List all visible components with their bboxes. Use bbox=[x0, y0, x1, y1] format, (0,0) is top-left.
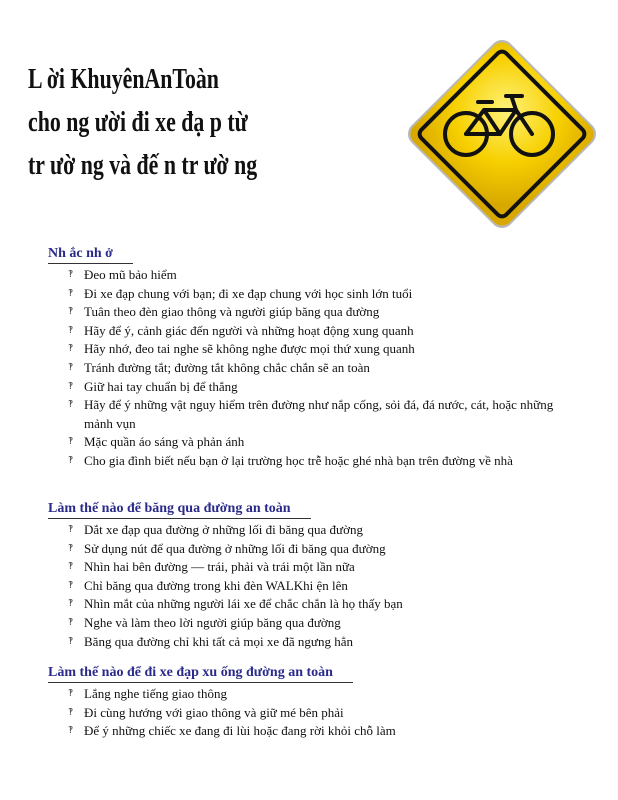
bullet-icon: ‽ bbox=[68, 598, 74, 610]
list-item: ‽ Cho gia đình biết nếu bạn ở lại trường học trễ hoặc ghé nhà bạn trên đường về nhà bbox=[68, 452, 568, 471]
list-item: ‽ Nghe và làm theo lời người giúp băng qua đường bbox=[68, 614, 568, 633]
bullet-icon: ‽ bbox=[68, 269, 74, 280]
bullet-icon: ‽ bbox=[68, 706, 74, 718]
list-item: ‽ Nhìn mắt của những người lái xe để chắc chắn là họ thấy bạn bbox=[68, 595, 568, 614]
bullet-icon: ‽ bbox=[68, 635, 74, 647]
bullet-icon: ‽ bbox=[68, 436, 74, 448]
list-item: ‽ Để ý những chiếc xe đang đi lùi hoặc đang rời khỏi chỗ làm bbox=[68, 722, 568, 741]
section-heading: Làm thế nào để đi xe đạp xu ống đường an toàn bbox=[48, 664, 353, 683]
list-item: ‽ Giữ hai tay chuẩn bị để thắng bbox=[68, 378, 568, 397]
crossing-list bbox=[48, 521, 568, 651]
bullet-icon: ‽ bbox=[68, 542, 74, 554]
title-line-3: tr ườ ng và đế n tr ườ ng bbox=[28, 150, 258, 181]
bullet-icon: ‽ bbox=[68, 616, 74, 628]
section-crossing bbox=[48, 499, 568, 651]
riding-list bbox=[48, 685, 568, 741]
section-heading: Làm thế nào để băng qua đường an toàn bbox=[48, 500, 311, 519]
bullet-icon: ‽ bbox=[68, 561, 74, 573]
bullet-icon: ‽ bbox=[68, 287, 74, 299]
title-line-1: L ời KhuyênAnToàn bbox=[28, 64, 219, 95]
list-item: ‽ Hãy để ý, cảnh giác đến người và những hoạt động xung quanh bbox=[68, 322, 568, 341]
bullet-icon: ‽ bbox=[68, 380, 74, 392]
list-item: ‽ Đi cùng hướng với giao thông và giữ mé bên phải bbox=[68, 704, 568, 723]
section-riding bbox=[48, 663, 568, 741]
bullet-icon: ‽ bbox=[68, 343, 74, 355]
bullet-icon: ‽ bbox=[68, 324, 74, 336]
bullet-icon: ‽ bbox=[68, 725, 74, 737]
list-item: ‽ Đeo mũ bảo hiểm bbox=[68, 266, 568, 285]
page-title bbox=[28, 58, 395, 187]
list-item: ‽ Lắng nghe tiếng giao thông bbox=[68, 685, 568, 704]
list-item: ‽ Tuân theo đèn giao thông và người giúp băng qua đường bbox=[68, 303, 568, 322]
reminder-list bbox=[48, 266, 568, 471]
bullet-icon: ‽ bbox=[68, 579, 74, 591]
list-item: ‽ Mặc quần áo sáng và phản ánh bbox=[68, 433, 568, 452]
list-item: ‽ Đi xe đạp chung với bạn; đi xe đạp chung với học sinh lớn tuổi bbox=[68, 285, 568, 304]
section-reminders bbox=[48, 244, 568, 471]
list-item: ‽ Chỉ băng qua đường trong khi đèn WALKhi ện lên bbox=[68, 577, 568, 596]
list-item: ‽ Băng qua đường chỉ khi tất cả mọi xe đã ngưng hẳn bbox=[68, 633, 568, 652]
section-heading: Nh ắc nh ở bbox=[48, 245, 133, 264]
title-line-2: cho ng ười đi xe đạ p từ bbox=[28, 107, 248, 138]
bullet-icon: ‽ bbox=[68, 306, 74, 318]
list-item: ‽ Hãy để ý những vật nguy hiểm trên đường như nắp cống, sỏi đá, đá nước, cát, hoặc những mảnh vụn bbox=[68, 397, 554, 431]
list-item: ‽ Dắt xe đạp qua đường ở những lối đi băng qua đường bbox=[68, 521, 568, 540]
list-item: ‽ Nhìn hai bên đường — trái, phải và trái một lần nữa bbox=[68, 558, 568, 577]
list-item: ‽ Tránh đường tắt; đường tắt không chắc chắn sẽ an toàn bbox=[68, 359, 568, 378]
bullet-icon: ‽ bbox=[68, 688, 74, 699]
bullet-icon: ‽ bbox=[68, 454, 74, 466]
list-item: ‽ Sử dụng nút để qua đường ở những lối đi băng qua đường bbox=[68, 540, 568, 559]
bullet-icon: ‽ bbox=[68, 399, 74, 411]
list-item: ‽ Hãy nhớ, đeo tai nghe sẽ không nghe được mọi thứ xung quanh bbox=[68, 340, 568, 359]
bullet-icon: ‽ bbox=[68, 361, 74, 373]
bullet-icon: ‽ bbox=[68, 524, 74, 535]
bicycle-warning-sign bbox=[398, 30, 606, 238]
